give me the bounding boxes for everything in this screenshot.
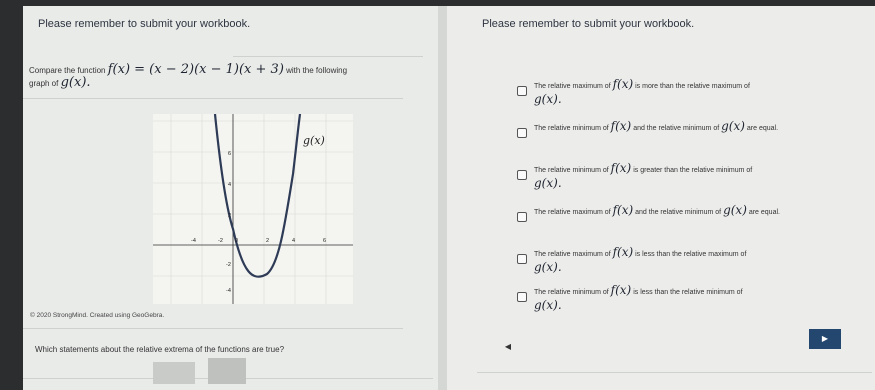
- y-tick-label: -2: [226, 262, 231, 268]
- answer-option[interactable]: [517, 204, 857, 244]
- divider-line: [23, 328, 403, 329]
- option-text-part: are equal.: [746, 125, 779, 132]
- math-f: f(x): [610, 161, 632, 175]
- divider-line: [23, 98, 403, 99]
- math-f: f(x): [610, 283, 632, 297]
- curve-label: g(x): [303, 134, 325, 147]
- prompt-text: with the following: [286, 66, 348, 75]
- thumbnail: [153, 362, 195, 384]
- option-text: [534, 246, 834, 276]
- thumbnail: [208, 358, 246, 384]
- checkbox[interactable]: [517, 292, 527, 302]
- option-text-part: is less than the relative maximum of: [635, 251, 747, 258]
- panel-divider: [438, 6, 447, 390]
- math-g: g(x): [721, 119, 745, 133]
- y-tick-label: 6: [228, 151, 232, 157]
- option-text-part: and the relative minimum of: [635, 209, 722, 216]
- option-text-part: The relative maximum of: [534, 251, 611, 258]
- math-f: f(x): [612, 77, 634, 91]
- reminder-text: Please remember to submit your workbook.: [482, 18, 695, 30]
- x-tick-label: -4: [191, 238, 196, 244]
- checkbox[interactable]: [517, 212, 527, 222]
- option-text-part: is greater than the relative minimum of: [633, 167, 753, 174]
- prompt-text: graph of: [29, 79, 59, 88]
- right-panel: [447, 6, 875, 390]
- answer-option[interactable]: [517, 78, 857, 118]
- y-tick-label: 2: [228, 213, 232, 219]
- option-text-part: are equal.: [748, 209, 780, 216]
- x-tick-label: 2: [266, 238, 270, 244]
- option-text: [534, 78, 834, 108]
- option-text-part: is more than the relative maximum of: [635, 83, 750, 90]
- answer-option[interactable]: [517, 120, 857, 160]
- x-tick-label: -2: [218, 238, 223, 244]
- math-f: f(x): [612, 203, 634, 217]
- previous-arrow-icon[interactable]: ◀: [504, 342, 512, 351]
- question-prompt: [29, 64, 414, 90]
- option-text: [534, 204, 834, 219]
- x-tick-label: 0: [235, 238, 239, 244]
- answer-option[interactable]: [517, 284, 857, 324]
- answer-option[interactable]: [517, 162, 857, 202]
- checkbox[interactable]: [517, 170, 527, 180]
- option-text-part: The relative minimum of: [534, 289, 609, 296]
- math-g: g(x).: [534, 176, 562, 190]
- math-f: f(x): [612, 245, 634, 259]
- option-text-part: The relative minimum of: [534, 125, 609, 132]
- checkbox[interactable]: [517, 86, 527, 96]
- option-text-part: The relative minimum of: [534, 167, 609, 174]
- option-text-part: The relative maximum of: [534, 83, 611, 90]
- function-g: g(x).: [60, 75, 91, 90]
- math-g: g(x).: [534, 298, 562, 312]
- checkbox[interactable]: [517, 128, 527, 138]
- graph-credit: © 2020 StrongMind. Created using GeoGebra.: [30, 312, 165, 319]
- y-tick-label: -4: [226, 288, 231, 294]
- checkbox[interactable]: [517, 254, 527, 264]
- math-g: g(x).: [534, 92, 562, 106]
- graph-of-g: [153, 114, 353, 304]
- option-text: [534, 284, 834, 314]
- option-text: [534, 120, 834, 135]
- left-panel: [23, 6, 438, 390]
- next-button[interactable]: ▶: [809, 329, 841, 349]
- x-tick-label: 4: [292, 238, 296, 244]
- y-tick-label: 4: [228, 182, 232, 188]
- reminder-text: Please remember to submit your workbook.: [38, 18, 251, 30]
- graph-svg: [153, 114, 353, 304]
- function-f: f(x) = (x − 2)(x − 1)(x + 3): [107, 62, 284, 77]
- question-text: Which statements about the relative extrema of the functions are true?: [35, 345, 285, 354]
- prompt-text: Compare the function: [29, 66, 106, 75]
- option-text-part: is less than the relative minimum of: [633, 289, 743, 296]
- math-f: f(x): [610, 119, 632, 133]
- x-tick-label: 6: [323, 238, 327, 244]
- option-text-part: and the relative minimum of: [633, 125, 720, 132]
- option-text-part: The relative maximum of: [534, 209, 611, 216]
- answer-option[interactable]: [517, 246, 857, 286]
- math-g: g(x).: [534, 260, 562, 274]
- divider-line: [477, 372, 872, 373]
- divider-line: [233, 56, 423, 57]
- math-g: g(x): [723, 203, 747, 217]
- option-text: [534, 162, 834, 192]
